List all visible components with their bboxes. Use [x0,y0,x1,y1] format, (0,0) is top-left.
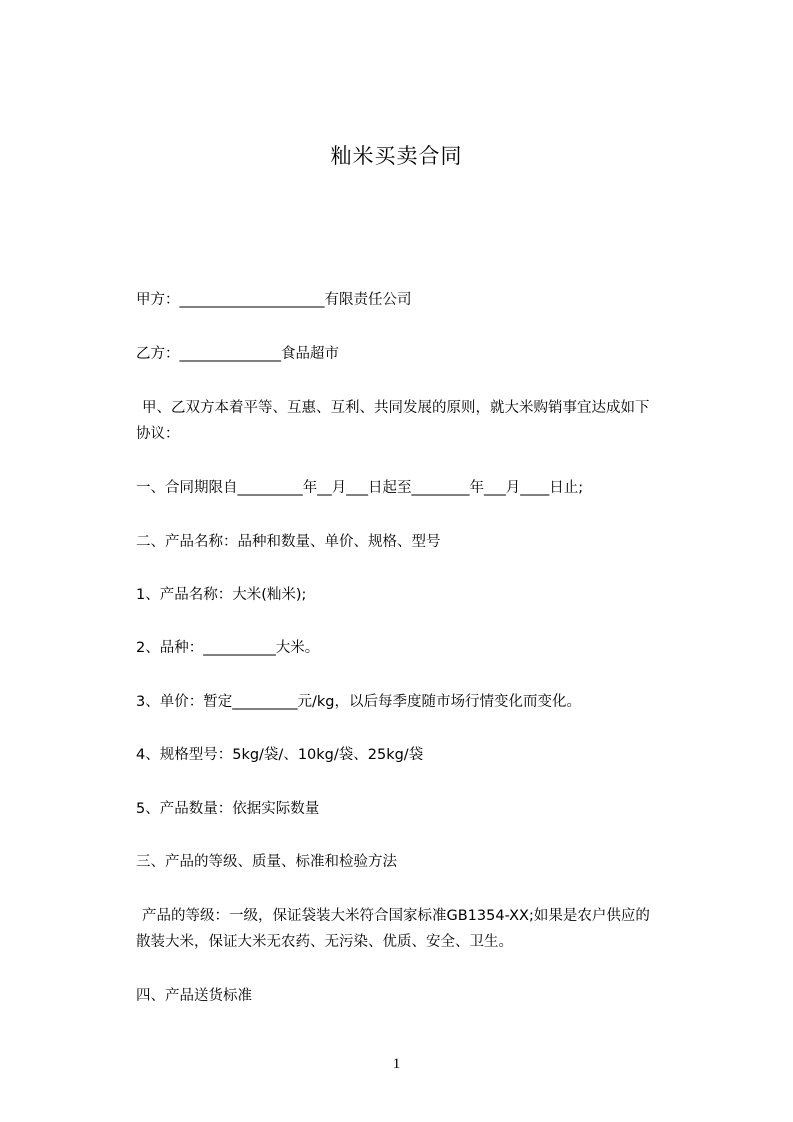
intro-line-1: 甲、乙双方本着平等、互惠、互利、共同发展的原则，就大米购销事宜达成如下 [142,400,650,416]
party-b-line: 乙方：______________食品超市 [136,346,339,362]
intro-line-2: 协议： [136,426,180,442]
item-2-variety: 2、品种：__________大米。 [136,640,320,656]
grade-line-1: 产品的等级：一级，保证袋装大米符合国家标准GB1354-XX;如果是农户供应的 [142,908,650,924]
clause-4-delivery: 四、产品送货标准 [136,988,252,1004]
item-4-specification: 4、规格型号：5kg/袋/、10kg/袋、25kg/袋 [136,747,424,763]
item-5-quantity: 5、产品数量：依据实际数量 [136,801,320,817]
clause-3-quality: 三、产品的等级、质量、标准和检验方法 [136,854,397,870]
item-3-unit-price: 3、单价：暂定_________元/kg，以后每季度随市场行情变化而变化。 [136,694,581,710]
item-1-product-name: 1、产品名称：大米(籼米); [136,587,307,603]
page-number: 1 [392,1056,401,1072]
party-a-line: 甲方：____________________有限责任公司 [136,292,412,308]
document-title: 籼米买卖合同 [330,144,463,168]
clause-2-product: 二、产品名称：品种和数量、单价、规格、型号 [136,534,441,550]
clause-1-term: 一、合同期限自_________年__月___日起至________年___月____日止; [136,480,584,496]
grade-line-2: 散装大米，保证大米无农药、无污染、优质、安全、卫生。 [136,934,513,950]
